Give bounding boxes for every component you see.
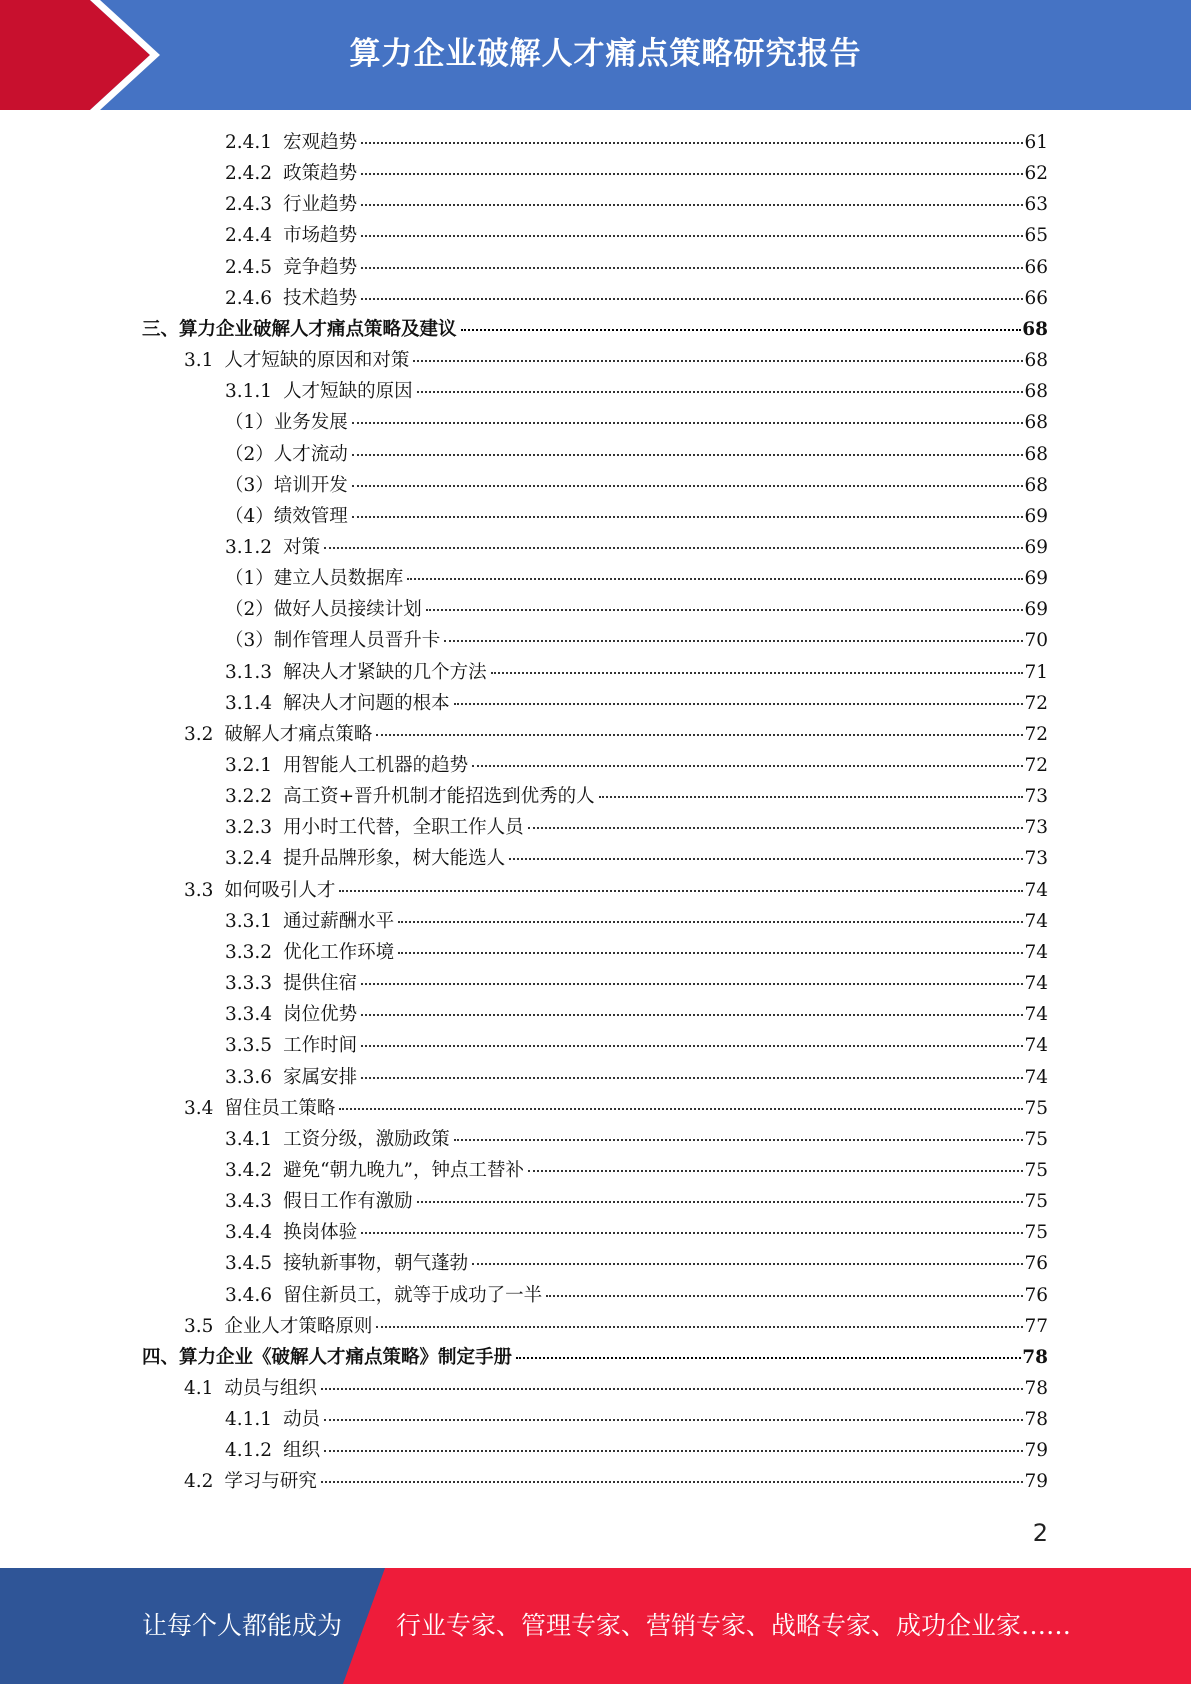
toc-dot-leader — [461, 328, 1022, 331]
toc-dot-leader — [324, 1418, 1023, 1421]
toc-entry[interactable] — [225, 407, 1048, 438]
toc-entry-page: 71 — [1024, 661, 1048, 683]
toc-entry[interactable] — [225, 158, 1048, 189]
toc-entry-title: 避免“朝九晚九”，钟点工替补 — [283, 1159, 524, 1181]
toc-dot-leader — [444, 639, 1023, 642]
toc-dot-leader — [352, 484, 1024, 487]
toc-dot-leader — [352, 453, 1024, 456]
toc-entry-title: 三、算力企业破解人才痛点策略及建议 — [142, 318, 457, 340]
toc-entry-number: 3.2.2 — [225, 786, 273, 808]
toc-dot-leader — [361, 234, 1023, 237]
toc-dot-leader — [361, 1044, 1023, 1047]
toc-entry-page: 76 — [1024, 1284, 1048, 1306]
toc-entry-page: 76 — [1024, 1253, 1048, 1275]
toc-entry-title: 政策趋势 — [283, 163, 358, 185]
toc-entry-number: 3.4.4 — [225, 1222, 273, 1244]
toc-entry-number: 2.4.4 — [225, 225, 273, 247]
toc-entry-title: 提供住宿 — [283, 973, 358, 995]
toc-entry[interactable] — [225, 470, 1048, 501]
toc-entry[interactable] — [225, 657, 1048, 688]
toc-entry[interactable] — [225, 750, 1048, 781]
toc-dot-leader — [417, 390, 1024, 393]
toc-entry-number: 3.3.3 — [225, 973, 273, 995]
toc-entry-page: 72 — [1024, 723, 1048, 745]
toc-entry-page: 68 — [1024, 474, 1048, 496]
toc-entry-page: 69 — [1024, 599, 1048, 621]
footer-slogan-left: 让每个人都能成为 — [142, 1611, 343, 1640]
toc-dot-leader — [426, 608, 1024, 611]
toc-dot-leader — [472, 764, 1023, 767]
toc-entry-page: 65 — [1024, 225, 1048, 247]
toc-entry-page: 68 — [1024, 443, 1048, 465]
toc-entry-title: 优化工作环境 — [283, 941, 395, 963]
toc-entry-number: 3.1.1 — [225, 381, 273, 403]
toc-entry[interactable] — [225, 439, 1048, 470]
toc-entry-page: 68 — [1022, 318, 1048, 340]
toc-dot-leader — [546, 1294, 1023, 1297]
toc-dot-leader — [398, 920, 1023, 923]
toc-entry-page: 66 — [1024, 256, 1048, 278]
page-footer — [0, 1568, 1191, 1684]
toc-entry-title: 留住员工策略 — [224, 1097, 336, 1119]
toc-dot-leader — [361, 141, 1023, 144]
toc-entry-page: 63 — [1024, 194, 1048, 216]
toc-entry-number: 3.3.5 — [225, 1035, 273, 1057]
toc-dot-leader — [352, 421, 1024, 424]
toc-entry-title: 组织 — [283, 1440, 321, 1462]
toc-dot-leader — [324, 1449, 1023, 1452]
toc-entry-title: 宏观趋势 — [283, 132, 358, 153]
toc-entry-title: 家属安排 — [283, 1066, 358, 1088]
toc-entry-title: 如何吸引人才 — [224, 879, 336, 901]
toc-entry-title: 竞争趋势 — [283, 256, 358, 278]
toc-entry-number: 4.1 — [184, 1378, 214, 1399]
toc-entry-title: 人才短缺的原因 — [283, 381, 413, 403]
toc-entry-number: 3.1.3 — [225, 661, 273, 683]
toc-entry[interactable] — [225, 501, 1048, 532]
toc-entry-page: 78 — [1024, 1378, 1048, 1399]
toc-entry[interactable] — [225, 252, 1048, 283]
toc-entry-title: （1）建立人员数据库 — [225, 568, 404, 590]
toc-entry-number: 2.4.1 — [225, 132, 273, 153]
toc-entry-title: 提升品牌形象，树大能选人 — [283, 848, 506, 870]
toc-entry-title: 学习与研究 — [224, 1471, 317, 1493]
toc-entry[interactable] — [225, 781, 1048, 812]
toc-entry-title: 假日工作有激励 — [283, 1191, 413, 1213]
toc-entry-title: （4）绩效管理 — [225, 505, 348, 527]
toc-entry-page: 73 — [1024, 817, 1048, 839]
toc-entry-page: 73 — [1024, 848, 1048, 870]
toc-entry-title: （1）业务发展 — [225, 412, 348, 434]
toc-entry-title: 通过薪酬水平 — [283, 910, 395, 932]
toc-dot-leader — [361, 266, 1023, 269]
toc-entry-title: 用小时工代替，全职工作人员 — [283, 817, 524, 839]
toc-entry-page: 75 — [1024, 1159, 1048, 1181]
toc-entry[interactable] — [142, 314, 1048, 345]
toc-entry-title: 解决人才问题的根本 — [283, 692, 450, 714]
toc-entry[interactable] — [225, 594, 1048, 625]
toc-entry[interactable] — [184, 1466, 1048, 1497]
toc-entry[interactable] — [225, 968, 1048, 999]
toc-entry-page: 69 — [1024, 505, 1048, 527]
toc-entry-number: 3.1 — [184, 350, 214, 372]
toc-entry-number: 3.3.6 — [225, 1066, 273, 1088]
toc-entry-number: 3.4.2 — [225, 1159, 273, 1181]
toc-entry[interactable] — [225, 1062, 1048, 1093]
toc-entry[interactable] — [184, 345, 1048, 376]
toc-entry-title: 行业趋势 — [283, 194, 358, 216]
toc-entry-title: 动员与组织 — [224, 1378, 317, 1399]
toc-entry-page: 72 — [1024, 755, 1048, 776]
toc-entry-page: 74 — [1024, 1004, 1048, 1026]
toc-entry-page: 68 — [1024, 381, 1048, 403]
toc-entry-number: 3.1.2 — [225, 536, 273, 558]
toc-entry-page: 69 — [1024, 536, 1048, 558]
toc-entry[interactable] — [225, 999, 1048, 1030]
toc-entry-title: 四、算力企业《破解人才痛点策略》制定手册 — [142, 1346, 513, 1368]
page-number: 2 — [1032, 1519, 1048, 1547]
toc-dot-leader — [361, 982, 1023, 985]
toc-entry[interactable] — [184, 1373, 1048, 1404]
toc-entry-title: 岗位优势 — [283, 1004, 358, 1026]
toc-entry[interactable] — [184, 1311, 1048, 1342]
toc-dot-leader — [516, 1356, 1021, 1359]
toc-entry-page: 74 — [1024, 910, 1048, 932]
toc-entry-page: 68 — [1024, 350, 1048, 372]
toc-dot-leader — [417, 1200, 1024, 1203]
toc-dot-leader — [454, 702, 1024, 705]
toc-entry[interactable] — [225, 1155, 1048, 1186]
toc-dot-leader — [454, 1138, 1024, 1141]
toc-entry-page: 70 — [1024, 630, 1048, 652]
toc-entry-number: 2.4.3 — [225, 194, 273, 216]
toc-entry-number: 3.4 — [184, 1097, 214, 1119]
toc-entry[interactable] — [225, 1217, 1048, 1248]
toc-entry-number: 3.4.6 — [225, 1284, 273, 1306]
toc-entry[interactable] — [225, 220, 1048, 251]
toc-dot-leader — [472, 1262, 1023, 1265]
toc-entry-title: 对策 — [283, 536, 321, 558]
toc-entry-title: （2）做好人员接续计划 — [225, 599, 422, 621]
toc-dot-leader — [339, 889, 1023, 892]
toc-entry-title: 解决人才紧缺的几个方法 — [283, 661, 487, 683]
toc-entry-number: 3.4.3 — [225, 1191, 273, 1213]
toc-entry-page: 74 — [1024, 1066, 1048, 1088]
toc-dot-leader — [376, 733, 1023, 736]
toc-entry-title: （3）培训开发 — [225, 474, 348, 496]
toc-entry[interactable] — [225, 1124, 1048, 1155]
toc-entry-title: 工资分级，激励政策 — [283, 1128, 450, 1150]
toc-entry[interactable] — [225, 1186, 1048, 1217]
toc-entry-number: 3.2 — [184, 723, 214, 745]
toc-dot-leader — [509, 857, 1023, 860]
toc-dot-leader — [407, 577, 1023, 580]
toc-entry-number: 2.4.2 — [225, 163, 273, 185]
toc-entry-page: 74 — [1024, 879, 1048, 901]
toc-entry[interactable] — [225, 937, 1048, 968]
toc-entry-title: 破解人才痛点策略 — [224, 723, 373, 745]
toc-dot-leader — [413, 359, 1023, 362]
toc-entry[interactable] — [142, 1342, 1048, 1373]
toc-entry[interactable] — [225, 1404, 1048, 1435]
toc-entry-page: 69 — [1024, 568, 1048, 590]
toc-entry-page: 74 — [1024, 973, 1048, 995]
report-title: 算力企业破解人才痛点策略研究报告 — [349, 35, 862, 72]
toc-entry[interactable] — [225, 1248, 1048, 1279]
toc-entry-title: 工作时间 — [283, 1035, 358, 1057]
toc-entry-number: 3.2.3 — [225, 817, 273, 839]
toc-entry-number: 3.3 — [184, 879, 214, 901]
toc-entry-page: 77 — [1024, 1315, 1048, 1337]
toc-entry[interactable] — [225, 127, 1048, 158]
toc-dot-leader — [324, 546, 1023, 549]
toc-entry-page: 78 — [1022, 1346, 1048, 1368]
toc-entry[interactable] — [225, 1435, 1048, 1466]
toc-entry-page: 61 — [1024, 132, 1048, 153]
toc-dot-leader — [361, 1231, 1023, 1234]
toc-entry[interactable] — [225, 532, 1048, 563]
toc-dot-leader — [376, 1325, 1023, 1328]
toc-entry-page: 75 — [1024, 1222, 1048, 1244]
toc-entry-page: 74 — [1024, 941, 1048, 963]
toc-entry-page: 75 — [1024, 1128, 1048, 1150]
toc-dot-leader — [528, 1169, 1023, 1172]
toc-entry-title: 市场趋势 — [283, 225, 358, 247]
toc-entry-title: 企业人才策略原则 — [224, 1315, 373, 1337]
page-header — [0, 0, 1191, 110]
toc-entry-number: 3.4.5 — [225, 1253, 273, 1275]
toc-entry-number: 4.1.2 — [225, 1440, 273, 1462]
toc-entry-number: 3.2.4 — [225, 848, 273, 870]
toc-entry[interactable] — [225, 1280, 1048, 1311]
toc-entry-number: 3.1.4 — [225, 692, 273, 714]
toc-entry-page: 78 — [1024, 1409, 1048, 1431]
toc-entry-number: 3.5 — [184, 1315, 214, 1337]
toc-dot-leader — [491, 671, 1024, 674]
toc-entry[interactable] — [225, 906, 1048, 937]
toc-entry-title: 留住新员工，就等于成功了一半 — [283, 1284, 543, 1306]
toc-entry-number: 2.4.5 — [225, 256, 273, 278]
toc-entry-page: 79 — [1024, 1471, 1048, 1493]
toc-entry-title: 人才短缺的原因和对策 — [224, 350, 410, 372]
toc-entry[interactable] — [184, 719, 1048, 750]
toc-entry-number: 3.4.1 — [225, 1128, 273, 1150]
toc-dot-leader — [599, 795, 1024, 798]
toc-dot-leader — [528, 826, 1024, 829]
toc-entry-number: 2.4.6 — [225, 287, 273, 309]
toc-entry[interactable] — [184, 875, 1048, 906]
toc-entry[interactable] — [225, 625, 1048, 656]
toc-entry-title: 换岗体验 — [283, 1222, 358, 1244]
toc-entry-page: 73 — [1024, 786, 1048, 808]
toc-entry-title: 接轨新事物，朝气蓬勃 — [283, 1253, 469, 1275]
footer-slogan-right: 行业专家、管理专家、营销专家、战略专家、成功企业家…… — [396, 1611, 1072, 1640]
toc-entry[interactable] — [184, 1093, 1048, 1124]
toc-entry-title: 高工资+晋升机制才能招选到优秀的人 — [283, 786, 595, 808]
toc-entry[interactable] — [225, 812, 1048, 843]
toc-entry-number: 3.3.1 — [225, 910, 273, 932]
toc-dot-leader — [398, 951, 1023, 954]
toc-entry-title: （3）制作管理人员晋升卡 — [225, 630, 441, 652]
toc-entry-page: 75 — [1024, 1191, 1048, 1213]
toc-entry-number: 3.3.2 — [225, 941, 273, 963]
toc-entry[interactable] — [225, 688, 1048, 719]
toc-entry-page: 75 — [1024, 1097, 1048, 1119]
toc-entry-page: 79 — [1024, 1440, 1048, 1462]
toc-dot-leader — [361, 1013, 1023, 1016]
toc-entry[interactable] — [225, 1030, 1048, 1061]
toc-entry-number: 4.1.1 — [225, 1409, 273, 1431]
toc-dot-leader — [339, 1107, 1023, 1110]
toc-entry-title: （2）人才流动 — [225, 443, 348, 465]
toc-dot-leader — [361, 1076, 1023, 1079]
toc-entry-page: 68 — [1024, 412, 1048, 434]
toc-entry[interactable] — [225, 189, 1048, 220]
toc-dot-leader — [361, 203, 1023, 206]
toc-entry-number: 3.3.4 — [225, 1004, 273, 1026]
toc-dot-leader — [361, 297, 1023, 300]
toc-entry[interactable] — [225, 563, 1048, 594]
toc-entry-page: 72 — [1024, 692, 1048, 714]
toc-dot-leader — [361, 172, 1023, 175]
toc-entry-title: 技术趋势 — [283, 287, 358, 309]
toc-entry-title: 动员 — [283, 1409, 321, 1431]
toc-dot-leader — [352, 515, 1024, 518]
toc-entry-title: 用智能人工机器的趋势 — [283, 755, 469, 776]
toc-entry-page: 66 — [1024, 287, 1048, 309]
toc-entry-number: 3.2.1 — [225, 755, 273, 776]
toc-dot-leader — [321, 1480, 1024, 1483]
toc-entry-page: 74 — [1024, 1035, 1048, 1057]
toc-entry-number: 4.2 — [184, 1471, 214, 1493]
toc-entry[interactable] — [225, 843, 1048, 874]
toc-entry[interactable] — [225, 376, 1048, 407]
toc-entry[interactable] — [225, 283, 1048, 314]
toc-entry-page: 62 — [1024, 163, 1048, 185]
toc-dot-leader — [321, 1387, 1024, 1390]
